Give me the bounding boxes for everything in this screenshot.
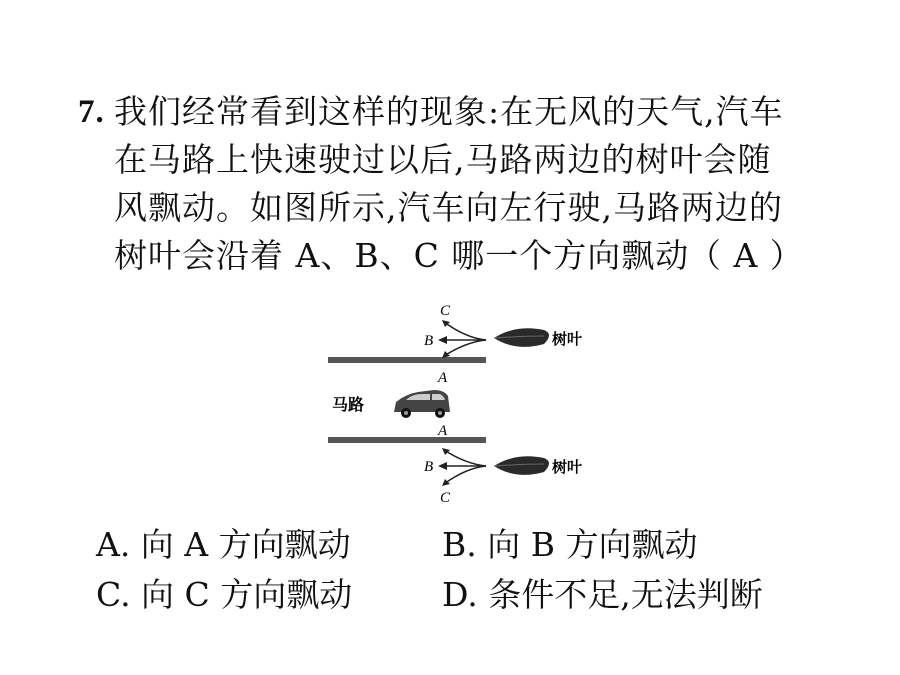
figure <box>326 300 606 510</box>
option-c[interactable]: C. 向 C 方向飘动 <box>96 575 353 614</box>
arrow-c-top <box>444 322 486 340</box>
road-edge-bottom <box>328 437 486 443</box>
option-d[interactable]: D. 条件不足,无法判断 <box>442 575 763 614</box>
leaf-label-bottom: 树叶 <box>552 458 583 476</box>
question-line-1: 我们经常看到这样的现象:在无风的天气,汽车 <box>114 92 784 131</box>
question-number: 7. <box>78 94 105 130</box>
label-a-bottom: A <box>438 423 448 439</box>
label-b-bottom: B <box>424 459 434 475</box>
question-line-4: 树叶会沿着 A、B、C 哪一个方向飘动 <box>114 236 690 275</box>
label-b-top: B <box>424 333 434 349</box>
leaf-top <box>494 328 549 347</box>
arrow-a-bottom <box>444 450 486 466</box>
road-diagram <box>326 300 606 510</box>
car-icon <box>394 390 450 418</box>
option-a[interactable]: A. 向 A 方向飘动 <box>96 525 351 564</box>
arrows-top <box>442 322 486 356</box>
road-edge-top <box>328 357 486 363</box>
arrows-bottom <box>442 450 486 484</box>
label-c-top: C <box>440 303 451 319</box>
leaf-bottom <box>494 456 549 475</box>
leaf-label-top: 树叶 <box>552 330 583 348</box>
question-line-3: 风飘动。如图所示,汽车向左行驶,马路两边的 <box>114 188 783 227</box>
option-b[interactable]: B. 向 B 方向飘动 <box>442 525 698 564</box>
question-line-2: 在马路上快速驶过以后,马路两边的树叶会随 <box>114 140 772 179</box>
arrow-a-top <box>444 340 486 356</box>
answer-bracket: （ A ） <box>688 236 804 275</box>
label-c-bottom: C <box>440 490 451 506</box>
road-label: 马路 <box>332 395 365 414</box>
label-a-top: A <box>438 370 448 386</box>
arrow-c-bottom <box>444 466 486 484</box>
